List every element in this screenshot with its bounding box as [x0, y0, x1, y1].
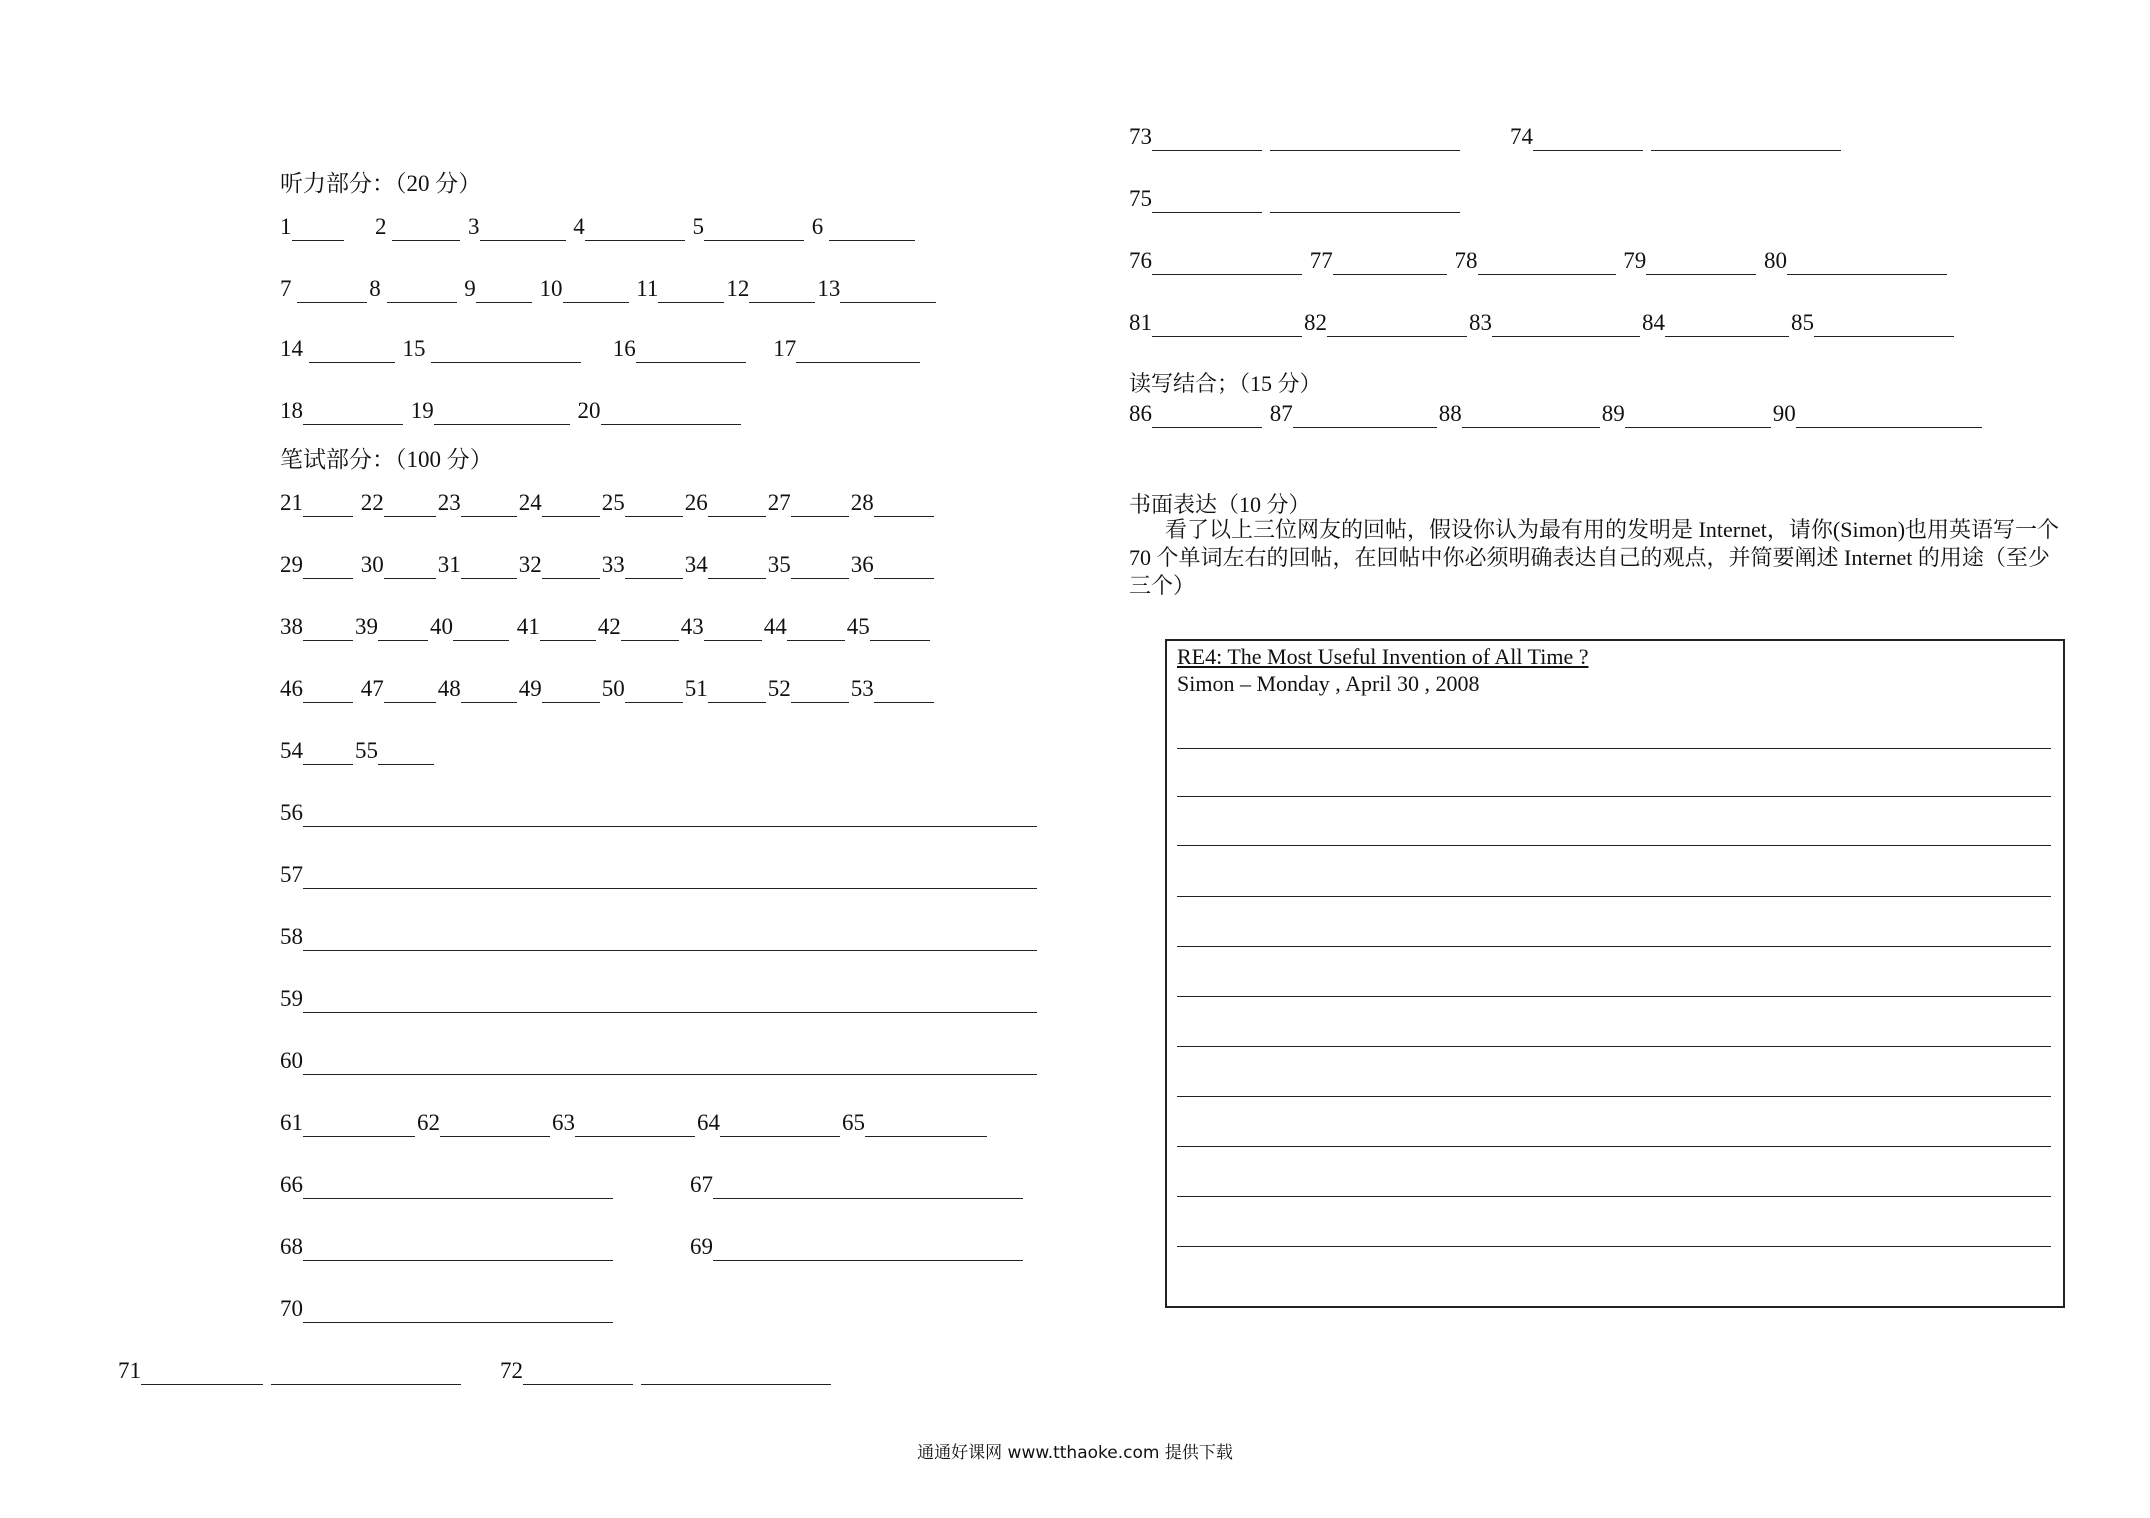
- answer-blank[interactable]: [303, 402, 403, 425]
- answer-row: [1129, 123, 1462, 151]
- question-number: 88: [1438, 401, 1462, 426]
- answer-row: [280, 861, 1039, 889]
- question-number: 66: [280, 1172, 303, 1197]
- question-number: 16: [612, 336, 636, 361]
- writing-line[interactable]: [1177, 1246, 2051, 1247]
- answer-blank[interactable]: [1152, 405, 1262, 428]
- answer-blank[interactable]: [625, 680, 683, 703]
- answer-blank[interactable]: [303, 990, 1037, 1013]
- writing-line[interactable]: [1177, 748, 2051, 749]
- writing-line[interactable]: [1177, 996, 2051, 997]
- question-number: 12: [726, 276, 750, 301]
- answer-blank[interactable]: [1152, 190, 1262, 213]
- answer-row: [1129, 400, 1984, 428]
- answer-row: [280, 923, 1039, 951]
- question-number: 67: [690, 1172, 713, 1197]
- answer-blank[interactable]: [874, 556, 934, 579]
- question-number: 5: [692, 214, 704, 239]
- answer-row: [280, 1109, 989, 1137]
- question-number: 26: [684, 490, 708, 515]
- answer-row: [1129, 309, 1956, 337]
- answer-blank[interactable]: [303, 1300, 613, 1323]
- writing-line[interactable]: [1177, 896, 2051, 897]
- question-number: 55: [355, 738, 378, 763]
- answer-blank[interactable]: [787, 618, 845, 641]
- answer-blank[interactable]: [303, 494, 353, 517]
- question-number: 77: [1309, 248, 1333, 273]
- answer-blank[interactable]: [542, 556, 600, 579]
- answer-blank[interactable]: [796, 340, 920, 363]
- question-number: 63: [552, 1110, 575, 1135]
- answer-blank[interactable]: [542, 680, 600, 703]
- answer-blank[interactable]: [309, 340, 395, 363]
- essay-byline: Simon – Monday , April 30 , 2008: [1177, 671, 1480, 696]
- answer-row: [280, 1233, 615, 1261]
- question-number: 22: [360, 490, 384, 515]
- answer-blank[interactable]: [292, 218, 344, 241]
- question-number: 18: [280, 398, 303, 423]
- answer-blank[interactable]: [378, 742, 434, 765]
- question-number: 19: [410, 398, 434, 423]
- essay-writing-box[interactable]: [1165, 639, 2065, 1308]
- answer-blank[interactable]: [461, 680, 517, 703]
- answer-blank[interactable]: [461, 494, 517, 517]
- answer-blank[interactable]: [303, 928, 1037, 951]
- answer-blank[interactable]: [453, 618, 509, 641]
- answer-row: [690, 1171, 1025, 1199]
- footer-credit: 通通好课网 www.tthaoke.com 提供下载: [917, 1443, 1233, 1463]
- question-number: 20: [577, 398, 601, 423]
- essay-section-header: 书面表达（10 分）: [1129, 492, 1311, 517]
- answer-blank[interactable]: [303, 1238, 613, 1261]
- answer-blank[interactable]: [621, 618, 679, 641]
- answer-blank[interactable]: [1646, 252, 1756, 275]
- question-number: 40: [430, 614, 453, 639]
- question-number: 81: [1129, 310, 1152, 335]
- answer-blank[interactable]: [303, 866, 1037, 889]
- question-number: 84: [1642, 310, 1665, 335]
- answer-row: [1129, 247, 1949, 275]
- answer-blank[interactable]: [1270, 190, 1460, 213]
- answer-blank[interactable]: [625, 494, 683, 517]
- question-number: 89: [1601, 401, 1625, 426]
- answer-blank[interactable]: [1787, 252, 1947, 275]
- question-number: 80: [1764, 248, 1787, 273]
- question-number: 78: [1454, 248, 1478, 273]
- answer-blank[interactable]: [1152, 252, 1302, 275]
- answer-blank[interactable]: [713, 1176, 1023, 1199]
- answer-row: [280, 799, 1039, 827]
- question-number: 45: [846, 614, 870, 639]
- instruction-line: 70 个单词左右的回帖，在回帖中你必须明确表达自己的观点，并简要阐述 Internet 的用途（至少: [1129, 545, 2050, 570]
- question-number: 61: [280, 1110, 303, 1135]
- answer-blank[interactable]: [1152, 128, 1262, 151]
- question-number: 14: [280, 336, 303, 361]
- question-number: 50: [601, 676, 625, 701]
- question-number: 65: [842, 1110, 865, 1135]
- answer-blank[interactable]: [641, 1362, 831, 1385]
- answer-blank[interactable]: [384, 556, 436, 579]
- answer-row: [280, 675, 936, 703]
- question-number: 83: [1469, 310, 1492, 335]
- answer-row: [118, 1357, 463, 1385]
- question-number: 23: [437, 490, 461, 515]
- answer-blank[interactable]: [1333, 252, 1447, 275]
- question-number: 62: [417, 1110, 440, 1135]
- answer-blank[interactable]: [1478, 252, 1616, 275]
- question-number: 48: [437, 676, 461, 701]
- answer-blank[interactable]: [387, 280, 457, 303]
- question-number: 56: [280, 800, 303, 825]
- answer-blank[interactable]: [708, 556, 766, 579]
- question-number: 3: [468, 214, 480, 239]
- question-number: 13: [817, 276, 841, 301]
- answer-blank[interactable]: [1270, 128, 1460, 151]
- answer-blank[interactable]: [1665, 314, 1789, 337]
- answer-blank[interactable]: [713, 1238, 1023, 1261]
- question-number: 34: [684, 552, 708, 577]
- answer-blank[interactable]: [625, 556, 683, 579]
- question-number: 86: [1129, 401, 1152, 426]
- listening-section-header: 听力部分：（20 分）: [280, 171, 482, 196]
- question-number: 75: [1129, 186, 1152, 211]
- answer-blank[interactable]: [829, 218, 915, 241]
- question-number: 59: [280, 986, 303, 1011]
- answer-blank[interactable]: [384, 680, 436, 703]
- answer-blank[interactable]: [303, 1052, 1037, 1075]
- answer-blank[interactable]: [392, 218, 460, 241]
- question-number: 72: [500, 1358, 523, 1383]
- answer-row: [1129, 185, 1462, 213]
- answer-blank[interactable]: [480, 218, 566, 241]
- answer-blank[interactable]: [431, 340, 581, 363]
- answer-blank[interactable]: [476, 280, 532, 303]
- question-number: 25: [601, 490, 625, 515]
- answer-blank[interactable]: [1796, 405, 1982, 428]
- question-number: 90: [1772, 401, 1796, 426]
- question-number: 42: [597, 614, 621, 639]
- question-number: 53: [850, 676, 874, 701]
- answer-row: [500, 1357, 833, 1385]
- answer-blank[interactable]: [840, 280, 936, 303]
- answer-blank[interactable]: [297, 280, 367, 303]
- question-number: 51: [684, 676, 708, 701]
- question-number: 28: [850, 490, 874, 515]
- question-number: 70: [280, 1296, 303, 1321]
- answer-blank[interactable]: [461, 556, 517, 579]
- answer-blank[interactable]: [704, 618, 762, 641]
- answer-blank[interactable]: [303, 680, 353, 703]
- answer-blank[interactable]: [791, 680, 849, 703]
- answer-blank[interactable]: [708, 680, 766, 703]
- writing-line[interactable]: [1177, 796, 2051, 797]
- answer-blank[interactable]: [1462, 405, 1600, 428]
- answer-blank[interactable]: [874, 680, 934, 703]
- answer-row: [280, 985, 1039, 1013]
- answer-row: [280, 613, 932, 641]
- answer-blank[interactable]: [434, 402, 570, 425]
- instruction-line: 三个）: [1129, 573, 1196, 598]
- answer-blank[interactable]: [540, 618, 596, 641]
- answer-blank[interactable]: [440, 1114, 550, 1137]
- question-number: 4: [573, 214, 585, 239]
- question-number: 74: [1510, 124, 1533, 149]
- answer-row: [280, 397, 743, 425]
- question-number: 44: [763, 614, 787, 639]
- answer-blank[interactable]: [791, 556, 849, 579]
- answer-blank[interactable]: [636, 340, 746, 363]
- essay-instruction: [1129, 516, 2059, 600]
- question-number: 31: [437, 552, 461, 577]
- question-number: 17: [773, 336, 797, 361]
- question-number: 47: [360, 676, 384, 701]
- answer-row: [280, 737, 436, 765]
- answer-blank[interactable]: [303, 742, 353, 765]
- question-number: 87: [1269, 401, 1293, 426]
- question-number: 49: [518, 676, 542, 701]
- answer-blank[interactable]: [874, 494, 934, 517]
- question-number: 10: [539, 276, 563, 301]
- question-number: 41: [516, 614, 540, 639]
- answer-blank[interactable]: [141, 1362, 263, 1385]
- answer-blank[interactable]: [1814, 314, 1954, 337]
- writing-line[interactable]: [1177, 1196, 2051, 1197]
- answer-blank[interactable]: [601, 402, 741, 425]
- answer-blank[interactable]: [542, 494, 600, 517]
- answer-blank[interactable]: [1492, 314, 1640, 337]
- answer-blank[interactable]: [303, 1114, 415, 1137]
- answer-blank[interactable]: [303, 804, 1037, 827]
- read-write-section-header: 读写结合；（15 分）: [1129, 371, 1322, 396]
- question-number: 1: [280, 214, 292, 239]
- question-number: 39: [355, 614, 378, 639]
- question-number: 69: [690, 1234, 713, 1259]
- question-number: 7: [280, 276, 292, 301]
- answer-blank[interactable]: [791, 494, 849, 517]
- answer-blank[interactable]: [271, 1362, 461, 1385]
- question-number: 6: [811, 214, 824, 239]
- answer-blank[interactable]: [1327, 314, 1467, 337]
- answer-row: [280, 489, 936, 517]
- question-number: 27: [767, 490, 791, 515]
- question-number: 32: [518, 552, 542, 577]
- answer-blank[interactable]: [585, 218, 685, 241]
- answer-blank[interactable]: [1152, 314, 1302, 337]
- answer-blank[interactable]: [704, 218, 804, 241]
- question-number: 11: [636, 276, 659, 301]
- answer-row: [280, 275, 938, 303]
- writing-line[interactable]: [1177, 946, 2051, 947]
- writing-line[interactable]: [1177, 845, 2051, 846]
- question-number: 76: [1129, 248, 1152, 273]
- answer-blank[interactable]: [658, 280, 724, 303]
- answer-blank[interactable]: [720, 1114, 840, 1137]
- question-number: 46: [280, 676, 303, 701]
- answer-blank[interactable]: [1625, 405, 1771, 428]
- answer-blank[interactable]: [523, 1362, 633, 1385]
- answer-row: [690, 1233, 1025, 1261]
- instruction-line: 看了以上三位网友的回帖，假设你认为最有用的发明是 Internet，请你(Simon)也用英语写一个: [1165, 517, 2060, 542]
- question-number: 58: [280, 924, 303, 949]
- answer-blank[interactable]: [575, 1114, 695, 1137]
- question-number: 68: [280, 1234, 303, 1259]
- question-number: 24: [518, 490, 542, 515]
- answer-row: [280, 1047, 1039, 1075]
- answer-row: [280, 551, 936, 579]
- question-number: 9: [464, 276, 476, 301]
- question-number: 54: [280, 738, 303, 763]
- question-number: 82: [1304, 310, 1327, 335]
- question-number: 8: [369, 276, 381, 301]
- question-number: 36: [850, 552, 874, 577]
- question-number: 33: [601, 552, 625, 577]
- writing-line[interactable]: [1177, 1046, 2051, 1047]
- question-number: 15: [402, 336, 426, 361]
- answer-blank[interactable]: [1651, 128, 1841, 151]
- answer-row: [280, 1295, 615, 1323]
- answer-blank[interactable]: [303, 1176, 613, 1199]
- question-number: 38: [280, 614, 303, 639]
- question-number: 43: [680, 614, 704, 639]
- answer-row: [1510, 123, 1843, 151]
- question-number: 35: [767, 552, 791, 577]
- question-number: 21: [280, 490, 303, 515]
- answer-blank[interactable]: [870, 618, 930, 641]
- question-number: 73: [1129, 124, 1152, 149]
- question-number: 29: [280, 552, 303, 577]
- answer-blank[interactable]: [378, 618, 428, 641]
- answer-row: [280, 213, 917, 241]
- answer-blank[interactable]: [1293, 405, 1437, 428]
- answer-blank[interactable]: [749, 280, 815, 303]
- answer-blank[interactable]: [563, 280, 629, 303]
- question-number: 71: [118, 1358, 141, 1383]
- answer-row: [280, 335, 922, 363]
- answer-blank[interactable]: [708, 494, 766, 517]
- question-number: 57: [280, 862, 303, 887]
- question-number: 60: [280, 1048, 303, 1073]
- essay-title: RE4: The Most Useful Invention of All Time ?: [1177, 644, 1589, 669]
- answer-blank[interactable]: [303, 618, 353, 641]
- question-number: 85: [1791, 310, 1814, 335]
- answer-row: [280, 1171, 615, 1199]
- question-number: 30: [360, 552, 384, 577]
- question-number: 2: [375, 214, 387, 239]
- answer-blank[interactable]: [384, 494, 436, 517]
- answer-blank[interactable]: [865, 1114, 987, 1137]
- answer-blank[interactable]: [303, 556, 353, 579]
- answer-blank[interactable]: [1533, 128, 1643, 151]
- writing-line[interactable]: [1177, 1146, 2051, 1147]
- question-number: 79: [1623, 248, 1647, 273]
- question-number: 64: [697, 1110, 720, 1135]
- question-number: 52: [767, 676, 791, 701]
- writing-section-header: 笔试部分：（100 分）: [280, 447, 493, 472]
- writing-line[interactable]: [1177, 1096, 2051, 1097]
